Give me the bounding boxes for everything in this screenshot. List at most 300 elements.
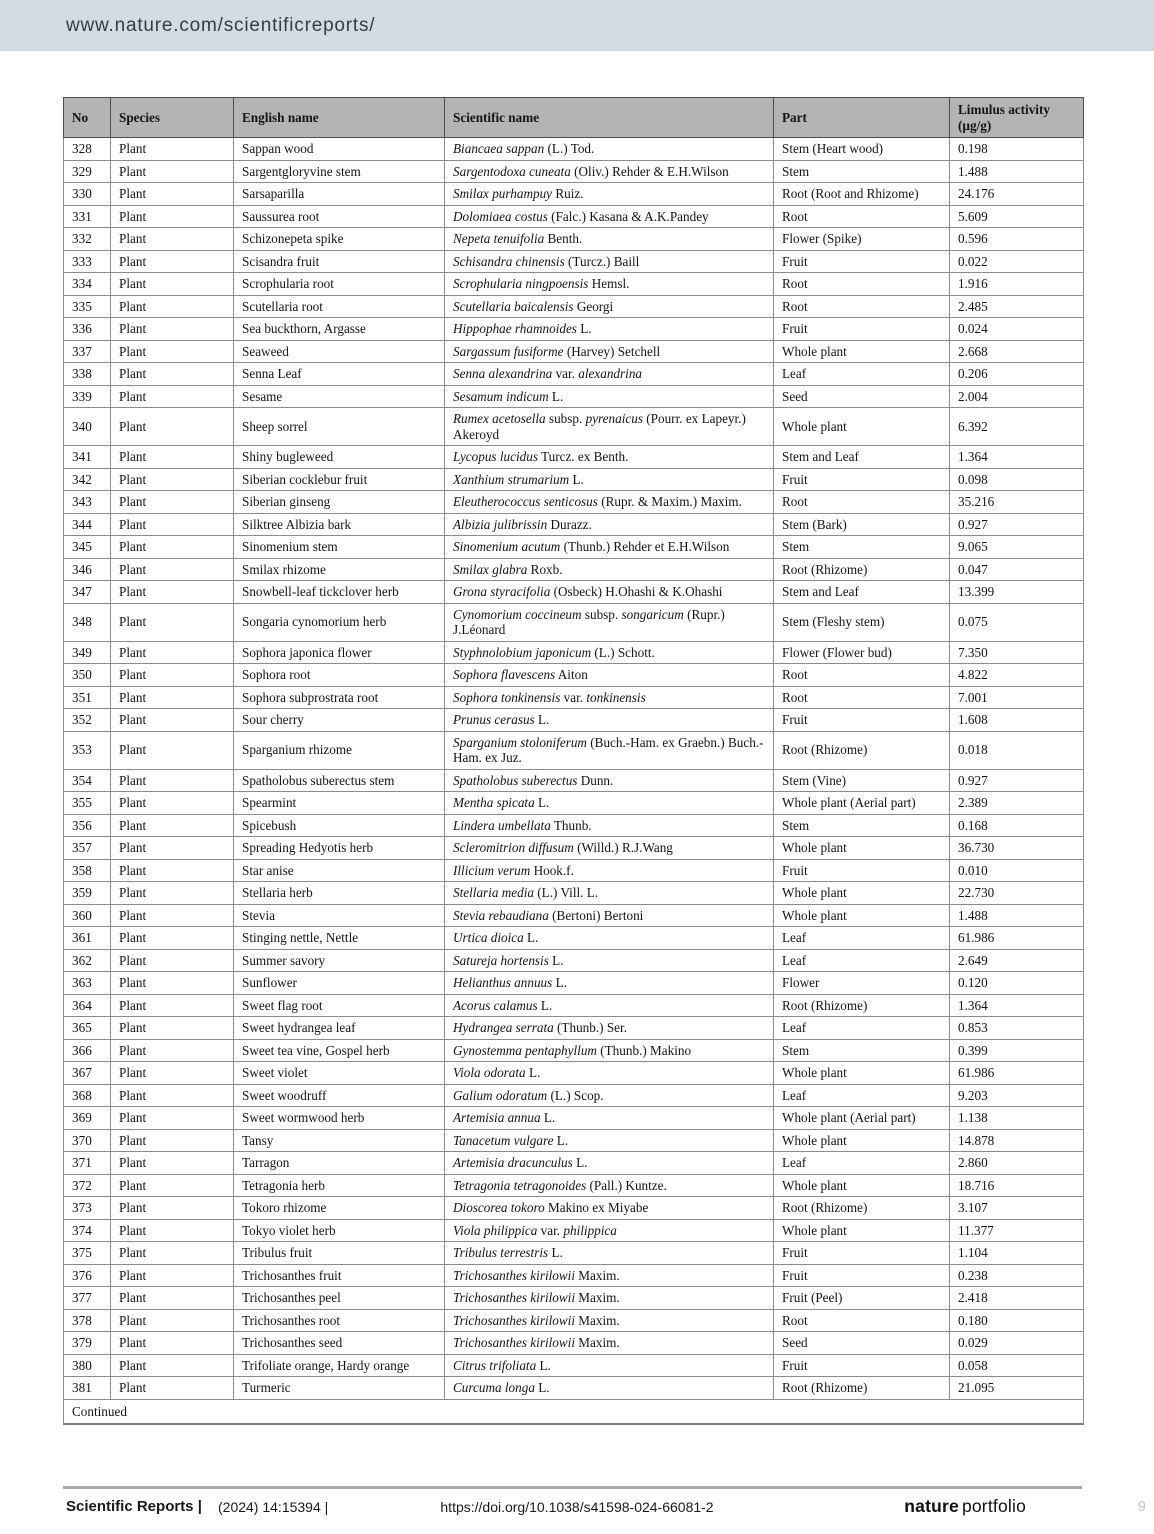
table-row (64, 491, 1084, 514)
cell-limulus-activity: 2.418 (950, 1287, 1084, 1310)
cell-scientific-name (445, 340, 774, 363)
scientific-name-latin: Eleutherococcus senticosus (453, 494, 598, 509)
table-row (64, 792, 1084, 815)
scientific-name-authority: L. (552, 975, 567, 990)
cell-no: 354 (64, 769, 111, 792)
table-row (64, 1084, 1084, 1107)
cell-no: 374 (64, 1219, 111, 1242)
table-row (64, 408, 1084, 446)
table-row (64, 1107, 1084, 1130)
cell-limulus-activity: 13.399 (950, 581, 1084, 604)
cell-scientific-name (445, 513, 774, 536)
cell-species: Plant (111, 731, 234, 769)
cell-limulus-activity: 0.120 (950, 972, 1084, 995)
cell-no: 381 (64, 1377, 111, 1400)
cell-scientific-name (445, 558, 774, 581)
scientific-name-authority: Roxb. (527, 561, 563, 577)
cell-english-name: Tarragon (234, 1152, 445, 1175)
scientific-name-latin: Tanacetum vulgare (453, 1132, 554, 1148)
cell-species: Plant (111, 859, 234, 882)
cell-scientific-name (445, 837, 774, 860)
cell-english-name: Tetragonia herb (234, 1174, 445, 1197)
cell-limulus-activity: 0.596 (950, 228, 1084, 251)
cell-limulus-activity: 2.668 (950, 340, 1084, 363)
cell-limulus-activity: 1.488 (950, 160, 1084, 183)
table-header (64, 98, 1084, 138)
cell-part: Root (Root and Rhizome) (774, 183, 950, 206)
cell-part: Root (Rhizome) (774, 994, 950, 1017)
cell-scientific-name (445, 664, 774, 687)
scientific-name-authority: subsp. (581, 606, 622, 622)
cell-species: Plant (111, 1354, 234, 1377)
limulus-activity-table (63, 97, 1084, 1425)
cell-english-name: Sea buckthorn, Argasse (234, 318, 445, 341)
scientific-name-latin: Mentha spicata (453, 795, 535, 810)
scientific-name-latin: Acorus calamus (453, 997, 538, 1013)
cell-limulus-activity: 2.004 (950, 385, 1084, 408)
cell-no: 330 (64, 183, 111, 206)
cell-species: Plant (111, 927, 234, 950)
cell-english-name: Scrophularia root (234, 273, 445, 296)
cell-scientific-name (445, 160, 774, 183)
site-header-band (0, 0, 1154, 51)
cell-species: Plant (111, 603, 234, 641)
scientific-name-authority: var. (552, 366, 579, 381)
cell-scientific-name (445, 273, 774, 296)
table-row (64, 183, 1084, 206)
table-row (64, 1197, 1084, 1220)
cell-no: 379 (64, 1332, 111, 1355)
table-row (64, 385, 1084, 408)
cell-part: Stem (774, 160, 950, 183)
scientific-name-authority: L. (525, 1065, 541, 1080)
cell-scientific-name (445, 295, 774, 318)
cell-scientific-name (445, 709, 774, 732)
cell-limulus-activity: 0.024 (950, 318, 1084, 341)
cell-part: Whole plant (774, 882, 950, 905)
cell-english-name: Star anise (234, 859, 445, 882)
cell-english-name: Stinging nettle, Nettle (234, 927, 445, 950)
cell-part: Whole plant (774, 408, 950, 446)
cell-english-name: Stellaria herb (234, 882, 445, 905)
cell-limulus-activity: 5.609 (950, 205, 1084, 228)
scientific-name-authority: L. (536, 1357, 551, 1373)
cell-limulus-activity: 0.058 (950, 1354, 1084, 1377)
cell-scientific-name (445, 1377, 774, 1400)
cell-english-name: Sour cherry (234, 709, 445, 732)
table-row (64, 1062, 1084, 1085)
scientific-name-latin: Biancaea sappan (453, 141, 545, 156)
cell-species: Plant (111, 1242, 234, 1265)
scientific-name-authority: subsp. (545, 411, 586, 426)
cell-scientific-name (445, 1152, 774, 1175)
table-row (64, 295, 1084, 318)
cell-limulus-activity: 0.927 (950, 769, 1084, 792)
cell-scientific-name (445, 228, 774, 251)
scientific-name-authority: (Thunb.) Ser. (553, 1020, 627, 1035)
cell-no: 350 (64, 664, 111, 687)
cell-part: Root (774, 491, 950, 514)
scientific-name-latin: Cynomorium coccineum (453, 606, 582, 622)
cell-limulus-activity: 0.098 (950, 468, 1084, 491)
table-row (64, 814, 1084, 837)
cell-no: 371 (64, 1152, 111, 1175)
cell-species: Plant (111, 558, 234, 581)
scientific-name-authority: Georgi (573, 298, 614, 314)
scientific-name-latin: Lycopus lucidus (453, 449, 538, 464)
cell-limulus-activity: 0.047 (950, 558, 1084, 581)
cell-english-name: Snowbell-leaf tickclover herb (234, 581, 445, 604)
cell-part: Leaf (774, 1152, 950, 1175)
cell-english-name: Sophora subprostrata root (234, 686, 445, 709)
cell-part: Fruit (774, 859, 950, 882)
scientific-name-latin: Dioscorea tokoro (453, 1200, 545, 1215)
cell-scientific-name (445, 408, 774, 446)
cell-no: 329 (64, 160, 111, 183)
scientific-name-latin: Viola philippica (453, 1222, 538, 1238)
cell-no: 342 (64, 468, 111, 491)
cell-no: 347 (64, 581, 111, 604)
cell-no: 365 (64, 1017, 111, 1040)
cell-scientific-name (445, 1197, 774, 1220)
table-row (64, 994, 1084, 1017)
table-body (64, 138, 1084, 1425)
cell-limulus-activity: 11.377 (950, 1219, 1084, 1242)
scientific-name-latin: Hippophae rhamnoides (453, 321, 577, 336)
scientific-name-latin: Citrus trifoliata (453, 1357, 537, 1373)
cell-part: Whole plant (774, 340, 950, 363)
cell-no: 346 (64, 558, 111, 581)
cell-no: 353 (64, 731, 111, 769)
cell-species: Plant (111, 536, 234, 559)
cell-limulus-activity: 36.730 (950, 837, 1084, 860)
cell-english-name: Trichosanthes seed (234, 1332, 445, 1355)
table-row (64, 340, 1084, 363)
cell-english-name: Tansy (234, 1129, 445, 1152)
scientific-name-latin: Illicium verum (453, 862, 531, 878)
cell-part: Stem and Leaf (774, 581, 950, 604)
cell-species: Plant (111, 1017, 234, 1040)
cell-no: 368 (64, 1084, 111, 1107)
table-row (64, 837, 1084, 860)
cell-limulus-activity: 0.853 (950, 1017, 1084, 1040)
scientific-name-authority: Maxim. (575, 1335, 620, 1350)
scientific-name-authority: (Rupr. & Maxim.) Maxim. (597, 494, 742, 509)
continued-label: Continued (64, 1399, 1084, 1424)
table-row (64, 138, 1084, 161)
cell-species: Plant (111, 837, 234, 860)
scientific-name-latin: Schisandra chinensis (453, 253, 565, 269)
cell-no: 376 (64, 1264, 111, 1287)
cell-no: 378 (64, 1309, 111, 1332)
cell-species: Plant (111, 994, 234, 1017)
scientific-name-latin: Stellaria media (453, 885, 534, 900)
cell-limulus-activity: 22.730 (950, 882, 1084, 905)
cell-limulus-activity: 0.168 (950, 814, 1084, 837)
scientific-name-latin: Gynostemma pentaphyllum (453, 1042, 597, 1058)
cell-species: Plant (111, 1084, 234, 1107)
scientific-name-latin: Trichosanthes kirilowii (453, 1290, 575, 1305)
cell-scientific-name (445, 1309, 774, 1332)
cell-part: Leaf (774, 927, 950, 950)
cell-species: Plant (111, 318, 234, 341)
cell-limulus-activity: 0.206 (950, 363, 1084, 386)
table-row (64, 1332, 1084, 1355)
cell-limulus-activity: 14.878 (950, 1129, 1084, 1152)
table-row (64, 949, 1084, 972)
cell-species: Plant (111, 408, 234, 446)
cell-no: 345 (64, 536, 111, 559)
cell-part: Flower (Flower bud) (774, 641, 950, 664)
cell-species: Plant (111, 641, 234, 664)
cell-scientific-name (445, 1332, 774, 1355)
cell-species: Plant (111, 138, 234, 161)
scientific-name-latin: Sargassum fusiforme (453, 343, 564, 359)
cell-part: Stem (774, 536, 950, 559)
cell-scientific-name (445, 1287, 774, 1310)
table-row (64, 1264, 1084, 1287)
scientific-name-authority: L. (576, 321, 592, 336)
cell-scientific-name (445, 491, 774, 514)
scientific-name-latin: Trichosanthes kirilowii (453, 1267, 575, 1283)
cell-limulus-activity: 0.399 (950, 1039, 1084, 1062)
cell-limulus-activity: 21.095 (950, 1377, 1084, 1400)
cell-limulus-activity: 9.065 (950, 536, 1084, 559)
cell-no: 359 (64, 882, 111, 905)
cell-part: Leaf (774, 1084, 950, 1107)
cell-limulus-activity: 2.649 (950, 949, 1084, 972)
cell-species: Plant (111, 1264, 234, 1287)
footer-issue: (2024) 14:15394 | (218, 1499, 329, 1515)
scientific-name-authority: (L.) Vill. L. (533, 885, 599, 900)
cell-limulus-activity: 1.488 (950, 904, 1084, 927)
cell-species: Plant (111, 882, 234, 905)
scientific-name-authority: Hook.f. (530, 862, 574, 878)
cell-scientific-name (445, 1017, 774, 1040)
cell-english-name: Siberian ginseng (234, 491, 445, 514)
cell-scientific-name (445, 859, 774, 882)
scientific-name-authority: Maxim. (575, 1267, 620, 1283)
cell-species: Plant (111, 792, 234, 815)
cell-species: Plant (111, 183, 234, 206)
cell-scientific-name (445, 1039, 774, 1062)
scientific-name-latin: Artemisia dracunculus (453, 1155, 573, 1170)
page-number: 9 (1137, 1498, 1146, 1515)
cell-limulus-activity: 3.107 (950, 1197, 1084, 1220)
scientific-name-authority: Ruiz. (552, 186, 584, 201)
cell-english-name: Tokoro rhizome (234, 1197, 445, 1220)
scientific-name-authority: (Thunb.) Rehder et E.H.Wilson (560, 539, 730, 554)
cell-scientific-name (445, 1219, 774, 1242)
table-row (64, 927, 1084, 950)
cell-scientific-name (445, 904, 774, 927)
scientific-name-latin: Scleromitrion diffusum (453, 840, 574, 855)
cell-english-name: Smilax rhizome (234, 558, 445, 581)
scientific-name-latin: Sargentodoxa cuneata (453, 163, 571, 179)
scientific-name-authority: Makino ex Miyabe (544, 1200, 649, 1215)
cell-no: 362 (64, 949, 111, 972)
cell-limulus-activity: 0.198 (950, 138, 1084, 161)
cell-english-name: Sweet flag root (234, 994, 445, 1017)
scientific-name-latin: Sinomenium acutum (453, 539, 561, 554)
scientific-name-latin: Grona styracifolia (453, 584, 551, 599)
cell-limulus-activity: 1.104 (950, 1242, 1084, 1265)
cell-no: 332 (64, 228, 111, 251)
cell-scientific-name (445, 1242, 774, 1265)
cell-no: 360 (64, 904, 111, 927)
cell-part: Fruit (774, 709, 950, 732)
cell-english-name: Spatholobus suberectus stem (234, 769, 445, 792)
cell-english-name: Sweet hydrangea leaf (234, 1017, 445, 1040)
table-row (64, 882, 1084, 905)
cell-part: Root (774, 1309, 950, 1332)
scientific-name-authority: Turcz. ex Benth. (537, 449, 629, 464)
cell-english-name: Tribulus fruit (234, 1242, 445, 1265)
cell-part: Root (774, 295, 950, 318)
scientific-name-authority: L. (548, 1245, 563, 1260)
cell-limulus-activity: 61.986 (950, 1062, 1084, 1085)
scientific-name-authority: (Bertoni) Bertoni (548, 907, 644, 923)
cell-no: 344 (64, 513, 111, 536)
footer-doi-link[interactable]: https://doi.org/10.1038/s41598-024-66081-2 (440, 1499, 714, 1515)
cell-species: Plant (111, 205, 234, 228)
table-row (64, 904, 1084, 927)
cell-english-name: Trichosanthes root (234, 1309, 445, 1332)
table-row (64, 468, 1084, 491)
table-row (64, 446, 1084, 469)
cell-english-name: Senna Leaf (234, 363, 445, 386)
cell-limulus-activity: 1.138 (950, 1107, 1084, 1130)
scientific-name-authority: var. (537, 1222, 564, 1238)
cell-no: 341 (64, 446, 111, 469)
table-row (64, 972, 1084, 995)
table-row (64, 1152, 1084, 1175)
cell-limulus-activity: 35.216 (950, 491, 1084, 514)
cell-part: Whole plant (Aerial part) (774, 1107, 950, 1130)
scientific-name-authority: L. (540, 1110, 556, 1125)
column-header-limulus-activity: Limulus activity (µg/g) (950, 98, 1084, 138)
scientific-name-authority: L. (534, 712, 550, 727)
cell-limulus-activity: 4.822 (950, 664, 1084, 687)
scientific-name-authority: Aiton (555, 667, 588, 682)
cell-part: Leaf (774, 1017, 950, 1040)
cell-part: Fruit (774, 468, 950, 491)
cell-no: 348 (64, 603, 111, 641)
table-header-row (64, 98, 1084, 138)
cell-scientific-name (445, 994, 774, 1017)
cell-no: 373 (64, 1197, 111, 1220)
cell-limulus-activity: 7.001 (950, 686, 1084, 709)
scientific-name-authority: (Buch.-Ham. ex Graebn.) Buch.-Ham. ex Juz. (453, 734, 764, 765)
cell-no: 364 (64, 994, 111, 1017)
cell-limulus-activity: 0.927 (950, 513, 1084, 536)
cell-scientific-name (445, 581, 774, 604)
cell-part: Flower (Spike) (774, 228, 950, 251)
cell-scientific-name (445, 1354, 774, 1377)
cell-no: 351 (64, 686, 111, 709)
cell-scientific-name (445, 1062, 774, 1085)
cell-species: Plant (111, 1197, 234, 1220)
cell-part: Stem (774, 814, 950, 837)
cell-limulus-activity: 24.176 (950, 183, 1084, 206)
scientific-name-latin: Helianthus annuus (453, 975, 553, 990)
scientific-name-authority: L. (569, 471, 584, 487)
table-row (64, 1017, 1084, 1040)
table-row (64, 513, 1084, 536)
scientific-name-latin: Stevia rebaudiana (453, 907, 549, 923)
cell-english-name: Sophora root (234, 664, 445, 687)
table-row (64, 859, 1084, 882)
table-row (64, 536, 1084, 559)
cell-species: Plant (111, 1152, 234, 1175)
scientific-name-authority: (Pall.) Kuntze. (586, 1177, 667, 1193)
cell-part: Root (Rhizome) (774, 1197, 950, 1220)
cell-limulus-activity: 0.022 (950, 250, 1084, 273)
cell-english-name: Sargentgloryvine stem (234, 160, 445, 183)
cell-part: Fruit (774, 318, 950, 341)
scientific-name-latin: Sophora flavescens (453, 667, 556, 682)
cell-no: 356 (64, 814, 111, 837)
cell-english-name: Summer savory (234, 949, 445, 972)
scientific-name-latin: Artemisia annua (453, 1110, 541, 1125)
cell-english-name: Tokyo violet herb (234, 1219, 445, 1242)
cell-limulus-activity: 18.716 (950, 1174, 1084, 1197)
cell-part: Seed (774, 385, 950, 408)
cell-english-name: Scisandra fruit (234, 250, 445, 273)
scientific-name-authority: (Thunb.) Makino (596, 1042, 692, 1058)
table-row (64, 731, 1084, 769)
cell-scientific-name (445, 1107, 774, 1130)
cell-species: Plant (111, 1332, 234, 1355)
cell-english-name: Trifoliate orange, Hardy orange (234, 1354, 445, 1377)
cell-species: Plant (111, 664, 234, 687)
cell-no: 343 (64, 491, 111, 514)
cell-english-name: Sesame (234, 385, 445, 408)
cell-english-name: Spearmint (234, 792, 445, 815)
page-footer (66, 1486, 1146, 1526)
cell-part: Whole plant (774, 1219, 950, 1242)
cell-species: Plant (111, 228, 234, 251)
cell-english-name: Spicebush (234, 814, 445, 837)
cell-english-name: Stevia (234, 904, 445, 927)
scientific-name-authority: var. (560, 689, 587, 705)
cell-part: Root (774, 664, 950, 687)
cell-no: 333 (64, 250, 111, 273)
scientific-name-latin: Albizia julibrissin (453, 516, 548, 532)
cell-species: Plant (111, 513, 234, 536)
cell-part: Stem (774, 1039, 950, 1062)
cell-no: 367 (64, 1062, 111, 1085)
cell-scientific-name (445, 1084, 774, 1107)
cell-scientific-name (445, 792, 774, 815)
cell-species: Plant (111, 1039, 234, 1062)
cell-species: Plant (111, 904, 234, 927)
brand-portfolio: portfolio (961, 1496, 1026, 1516)
cell-english-name: Spreading Hedyotis herb (234, 837, 445, 860)
column-header-no: No (64, 98, 111, 138)
table-row (64, 686, 1084, 709)
cell-scientific-name (445, 205, 774, 228)
cell-part: Seed (774, 1332, 950, 1355)
cell-species: Plant (111, 385, 234, 408)
scientific-name-authority: (Oliv.) Rehder & E.H.Wilson (570, 163, 729, 179)
cell-scientific-name (445, 250, 774, 273)
cell-part: Stem (Vine) (774, 769, 950, 792)
scientific-name-authority: (L.) Scop. (547, 1087, 604, 1103)
scientific-name-authority: Hemsl. (588, 276, 630, 291)
cell-no: 363 (64, 972, 111, 995)
scientific-name-authority: L. (537, 997, 553, 1013)
